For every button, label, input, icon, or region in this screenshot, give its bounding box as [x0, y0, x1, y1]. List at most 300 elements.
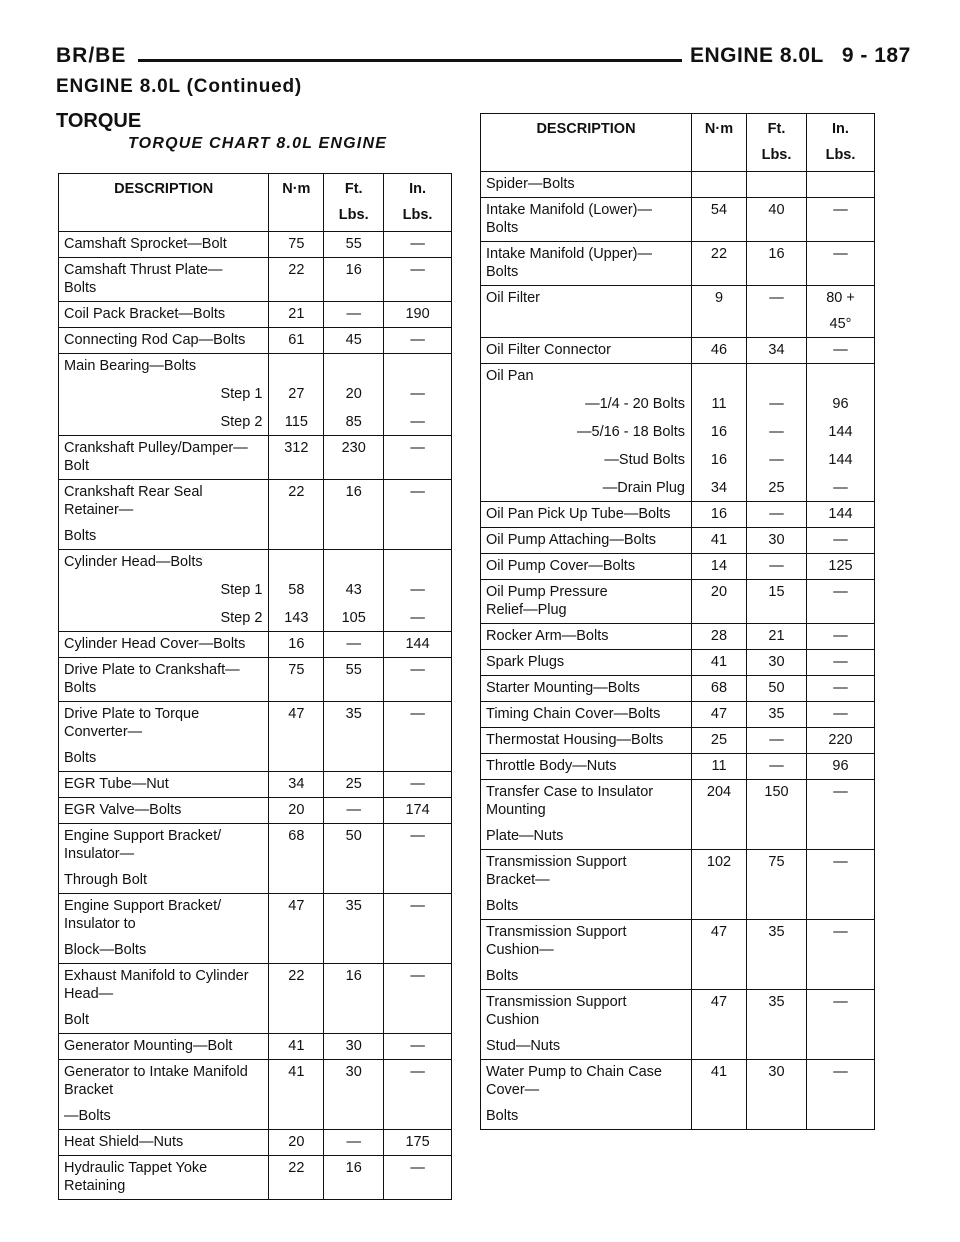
nm-value: 11: [692, 389, 747, 417]
description-text: Bracket: [64, 1082, 114, 1098]
description-cell: [59, 1130, 269, 1156]
ft-lbs-value: —: [324, 1130, 384, 1156]
nm-value: [269, 550, 324, 576]
description-cell: [59, 1034, 269, 1060]
description-cell: [481, 172, 692, 198]
in-lbs-value: [807, 364, 875, 390]
description-text: Bolts: [486, 968, 519, 984]
description-text: Intake Manifold (Lower)—: [486, 202, 653, 218]
description-cell: [59, 603, 269, 632]
ft-lbs-value: —: [747, 728, 807, 754]
nm-value: 143: [269, 603, 324, 632]
description-cell: [59, 302, 269, 328]
torque-table-left-body: [59, 232, 452, 1200]
table-row: [481, 528, 875, 554]
table-row: [481, 242, 875, 286]
nm-value: 34: [692, 473, 747, 502]
col-ft-lbs: Ft. Lbs.: [747, 114, 807, 172]
description-cell: [59, 328, 269, 354]
nm-value: 68: [692, 676, 747, 702]
ft-lbs-value: 21: [747, 624, 807, 650]
description-text: Through Bolt: [64, 872, 148, 888]
description-text: Oil Filter: [486, 290, 540, 306]
description-text: Starter Mounting—Bolts: [486, 680, 640, 696]
description-text: Main Bearing—Bolts: [64, 358, 197, 374]
description-cell: [481, 850, 692, 920]
ft-lbs-value: 35: [324, 894, 384, 964]
ft-lbs-value: —: [747, 554, 807, 580]
ft-lbs-value: 50: [747, 676, 807, 702]
table-row: [481, 850, 875, 920]
table-row: [59, 603, 452, 632]
nm-value: 22: [269, 964, 324, 1034]
nm-value: 22: [269, 480, 324, 550]
in-lbs-value: —: [807, 528, 875, 554]
in-lbs-value: —: [384, 258, 452, 302]
ft-lbs-value: 16: [324, 258, 384, 302]
table-row: [481, 473, 875, 502]
description-text: Bolts: [486, 264, 519, 280]
description-cell: [59, 550, 269, 576]
in-lbs-value: [384, 550, 452, 576]
table-row: [59, 1156, 452, 1200]
in-lbs-value: 96: [807, 389, 875, 417]
torque-table-right-body: [481, 172, 875, 1130]
description-text: Cover—: [486, 1082, 540, 1098]
description-text: Throttle Body—Nuts: [486, 758, 617, 774]
description-text: Rocker Arm—Bolts: [486, 628, 609, 644]
in-lbs-value: —: [384, 379, 452, 407]
table-row: [59, 379, 452, 407]
description-cell: [59, 824, 269, 894]
table-row: [59, 658, 452, 702]
ft-lbs-value: 30: [324, 1060, 384, 1130]
description-text: Cushion: [486, 1012, 540, 1028]
description-text: Oil Pump Pressure: [486, 584, 608, 600]
description-text: Stud—Nuts: [486, 1038, 561, 1054]
in-lbs-value: —: [807, 676, 875, 702]
description-text: Generator to Intake Manifold: [64, 1064, 248, 1080]
ft-lbs-value: 20: [324, 379, 384, 407]
nm-value: 34: [269, 772, 324, 798]
ft-lbs-value: —: [324, 798, 384, 824]
table-row: [59, 824, 452, 894]
description-text: Connecting Rod Cap—Bolts: [64, 332, 246, 348]
description-text: Insulator to: [64, 916, 136, 932]
in-lbs-value: 220: [807, 728, 875, 754]
description-text: EGR Tube—Nut: [64, 776, 169, 792]
ft-lbs-value: 16: [324, 964, 384, 1034]
nm-value: 41: [269, 1034, 324, 1060]
ft-lbs-value: 45: [324, 328, 384, 354]
table-row: [59, 798, 452, 824]
ft-lbs-value: —: [747, 502, 807, 528]
description-text: Drive Plate to Torque: [64, 706, 200, 722]
col-ft-lbs: Ft. Lbs.: [324, 174, 384, 232]
nm-value: 20: [269, 1130, 324, 1156]
header-rule: [138, 59, 682, 62]
ft-lbs-value: 34: [747, 338, 807, 364]
description-text: Cushion—: [486, 942, 554, 958]
description-cell: [481, 417, 692, 445]
ft-lbs-value: 15: [747, 580, 807, 624]
description-text: Mounting: [486, 802, 546, 818]
description-cell: [59, 964, 269, 1034]
table-header-row: [481, 114, 875, 172]
description-text: —Drain Plug: [602, 480, 685, 496]
in-lbs-value: 144: [807, 445, 875, 473]
nm-value: 16: [692, 417, 747, 445]
table-row: [481, 198, 875, 242]
nm-value: 22: [269, 258, 324, 302]
description-cell: [481, 364, 692, 390]
table-row: [481, 624, 875, 650]
description-cell: [59, 772, 269, 798]
in-lbs-value: —: [384, 824, 452, 894]
description-cell: [481, 338, 692, 364]
nm-value: 27: [269, 379, 324, 407]
description-text: Bolts: [64, 750, 97, 766]
section-heading: TORQUE: [56, 110, 142, 132]
table-header-row: [59, 174, 452, 232]
nm-value: 16: [269, 632, 324, 658]
description-cell: [481, 650, 692, 676]
description-cell: [481, 1060, 692, 1130]
description-text: Coil Pack Bracket—Bolts: [64, 306, 226, 322]
table-row: [481, 754, 875, 780]
col-description: DESCRIPTION: [59, 174, 269, 232]
in-lbs-value: —: [807, 920, 875, 990]
description-text: Transmission Support: [486, 924, 627, 940]
description-text: Engine Support Bracket/: [64, 898, 222, 914]
col-in-lbs: In. Lbs.: [384, 174, 452, 232]
description-cell: [59, 1060, 269, 1130]
table-row: [59, 480, 452, 550]
header-section-code: BR/BE: [56, 44, 127, 67]
description-text: Bolts: [64, 528, 97, 544]
ft-lbs-value: 55: [324, 232, 384, 258]
in-lbs-value: —: [384, 575, 452, 603]
nm-value: 11: [692, 754, 747, 780]
in-lbs-value: —: [807, 850, 875, 920]
in-lbs-value: —: [807, 624, 875, 650]
nm-value: 9: [692, 286, 747, 338]
in-lbs-value: —: [807, 473, 875, 502]
description-text: Bolts: [64, 280, 97, 296]
description-cell: [481, 780, 692, 850]
description-cell: [481, 528, 692, 554]
table-row: [59, 258, 452, 302]
description-text: Crankshaft Rear Seal: [64, 484, 203, 500]
nm-value: 47: [692, 702, 747, 728]
nm-value: 41: [269, 1060, 324, 1130]
description-text: Bolt: [64, 458, 89, 474]
description-cell: [481, 198, 692, 242]
nm-value: 75: [269, 658, 324, 702]
header-right: [690, 44, 911, 68]
nm-value: 115: [269, 407, 324, 436]
ft-lbs-value: —: [747, 754, 807, 780]
ft-lbs-value: 105: [324, 603, 384, 632]
description-text: Cylinder Head—Bolts: [64, 554, 203, 570]
description-cell: [59, 798, 269, 824]
in-lbs-value: —: [384, 603, 452, 632]
table-row: [59, 772, 452, 798]
table-row: [59, 632, 452, 658]
in-lbs-value: —: [807, 650, 875, 676]
description-cell: [481, 554, 692, 580]
description-text: Insulator—: [64, 846, 135, 862]
description-cell: [481, 473, 692, 502]
ft-lbs-value: —: [747, 389, 807, 417]
in-lbs-value: —: [807, 990, 875, 1060]
ft-lbs-value: 40: [747, 198, 807, 242]
table-row: [481, 650, 875, 676]
table-row: [59, 232, 452, 258]
description-text: Bolts: [64, 680, 97, 696]
ft-lbs-value: 25: [747, 473, 807, 502]
ft-lbs-value: 35: [747, 702, 807, 728]
description-cell: [481, 502, 692, 528]
in-lbs-value: —: [807, 1060, 875, 1130]
table-row: [481, 920, 875, 990]
in-lbs-value: —: [384, 1034, 452, 1060]
torque-table-left: [58, 173, 452, 1200]
description-text: Bolts: [486, 1108, 519, 1124]
description-text: Bolts: [486, 220, 519, 236]
description-text: Camshaft Thrust Plate—: [64, 262, 223, 278]
in-lbs-value: —: [807, 338, 875, 364]
ft-lbs-value: 16: [747, 242, 807, 286]
description-cell: [481, 580, 692, 624]
description-cell: [59, 702, 269, 772]
description-cell: [481, 242, 692, 286]
table-row: [481, 172, 875, 198]
table-row: [59, 1060, 452, 1130]
table-row: [481, 780, 875, 850]
nm-value: 20: [692, 580, 747, 624]
nm-value: 47: [692, 990, 747, 1060]
description-text: Camshaft Sprocket—Bolt: [64, 236, 227, 252]
nm-value: 41: [692, 650, 747, 676]
description-cell: [481, 389, 692, 417]
nm-value: 204: [692, 780, 747, 850]
table-row: [59, 328, 452, 354]
col-nm: N·m: [269, 174, 324, 232]
ft-lbs-value: —: [324, 302, 384, 328]
table-row: [481, 338, 875, 364]
in-lbs-value: 144: [384, 632, 452, 658]
description-text: Exhaust Manifold to Cylinder: [64, 968, 249, 984]
ft-lbs-value: 55: [324, 658, 384, 702]
in-lbs-value: 175: [384, 1130, 452, 1156]
ft-lbs-value: [747, 364, 807, 390]
ft-lbs-value: —: [747, 417, 807, 445]
in-lbs-value: —: [384, 702, 452, 772]
chart-title: TORQUE CHART 8.0L ENGINE: [128, 135, 388, 152]
table-row: [59, 1130, 452, 1156]
ft-lbs-value: —: [747, 445, 807, 473]
description-text: Converter—: [64, 724, 143, 740]
description-text: Step 1: [220, 386, 263, 402]
nm-value: 25: [692, 728, 747, 754]
nm-value: 28: [692, 624, 747, 650]
ft-lbs-value: 30: [747, 1060, 807, 1130]
description-cell: [59, 354, 269, 380]
in-lbs-value: —: [384, 894, 452, 964]
nm-value: 47: [692, 920, 747, 990]
nm-value: [692, 172, 747, 198]
ft-lbs-value: 75: [747, 850, 807, 920]
description-text: Spider—Bolts: [486, 176, 575, 192]
nm-value: [269, 354, 324, 380]
description-text: Oil Pan: [486, 368, 534, 384]
table-row: [481, 554, 875, 580]
ft-lbs-value: [324, 550, 384, 576]
in-lbs-value: —: [384, 232, 452, 258]
description-cell: [59, 379, 269, 407]
description-text: Oil Pump Attaching—Bolts: [486, 532, 657, 548]
ft-lbs-value: —: [747, 286, 807, 338]
in-lbs-value: —: [384, 772, 452, 798]
ft-lbs-value: 30: [747, 650, 807, 676]
description-text: Bracket—: [486, 872, 550, 888]
description-cell: [59, 575, 269, 603]
description-cell: [481, 445, 692, 473]
description-cell: [59, 407, 269, 436]
ft-lbs-value: 16: [324, 480, 384, 550]
ft-lbs-value: [324, 354, 384, 380]
table-row: [481, 417, 875, 445]
in-lbs-value: 144: [807, 502, 875, 528]
in-lbs-value: [384, 354, 452, 380]
description-cell: [481, 920, 692, 990]
in-lbs-value: —: [384, 407, 452, 436]
in-lbs-value: —: [384, 964, 452, 1034]
in-lbs-value: 96: [807, 754, 875, 780]
ft-lbs-value: 25: [324, 772, 384, 798]
description-text: Generator Mounting—Bolt: [64, 1038, 233, 1054]
nm-value: 47: [269, 702, 324, 772]
col-nm: N·m: [692, 114, 747, 172]
description-text: Step 2: [220, 610, 263, 626]
description-text: Transmission Support: [486, 994, 627, 1010]
description-text: Engine Support Bracket/: [64, 828, 222, 844]
description-cell: [481, 286, 692, 338]
description-cell: [59, 480, 269, 550]
description-cell: [481, 754, 692, 780]
table-row: [59, 575, 452, 603]
description-text: —Stud Bolts: [604, 452, 685, 468]
nm-value: 22: [269, 1156, 324, 1200]
nm-value: 102: [692, 850, 747, 920]
in-lbs-value: —: [384, 328, 452, 354]
table-row: [59, 702, 452, 772]
description-cell: [481, 728, 692, 754]
table-row: [481, 580, 875, 624]
nm-value: 68: [269, 824, 324, 894]
table-row: [481, 1060, 875, 1130]
table-row: [481, 502, 875, 528]
in-lbs-value: —: [807, 780, 875, 850]
description-text: Water Pump to Chain Case: [486, 1064, 662, 1080]
nm-value: 20: [269, 798, 324, 824]
ft-lbs-value: 35: [324, 702, 384, 772]
description-text: Bolts: [486, 898, 519, 914]
ft-lbs-value: 50: [324, 824, 384, 894]
description-text: Retaining: [64, 1178, 126, 1194]
in-lbs-value-line2: 45°: [829, 316, 852, 332]
description-text: Oil Pump Cover—Bolts: [486, 558, 636, 574]
nm-value: [692, 364, 747, 390]
table-row: [481, 389, 875, 417]
description-cell: [59, 894, 269, 964]
continued-heading: ENGINE 8.0L (Continued): [56, 76, 303, 97]
description-cell: [59, 632, 269, 658]
nm-value: 46: [692, 338, 747, 364]
ft-lbs-value: 85: [324, 407, 384, 436]
nm-value: 14: [692, 554, 747, 580]
table-row: [481, 445, 875, 473]
description-text: Spark Plugs: [486, 654, 565, 670]
description-text: Block—Bolts: [64, 942, 147, 958]
table-row: [59, 964, 452, 1034]
description-text: Plate—Nuts: [486, 828, 564, 844]
in-lbs-value: —: [807, 702, 875, 728]
ft-lbs-value: 230: [324, 436, 384, 480]
ft-lbs-value: —: [324, 632, 384, 658]
description-text: EGR Valve—Bolts: [64, 802, 182, 818]
in-lbs-value: 125: [807, 554, 875, 580]
ft-lbs-value: 30: [747, 528, 807, 554]
description-cell: [59, 436, 269, 480]
nm-value: 47: [269, 894, 324, 964]
description-text: Oil Filter Connector: [486, 342, 611, 358]
header-section-title: ENGINE 8.0L: [690, 44, 824, 67]
nm-value: 22: [692, 242, 747, 286]
in-lbs-value: —: [807, 242, 875, 286]
description-text: Thermostat Housing—Bolts: [486, 732, 664, 748]
description-text: Crankshaft Pulley/Damper—: [64, 440, 248, 456]
description-text: Drive Plate to Crankshaft—: [64, 662, 240, 678]
table-row: [481, 702, 875, 728]
description-text: Retainer—: [64, 502, 134, 518]
description-cell: [481, 702, 692, 728]
table-row: [59, 894, 452, 964]
nm-value: 61: [269, 328, 324, 354]
in-lbs-value: —: [384, 658, 452, 702]
description-cell: [59, 1156, 269, 1200]
table-group-row: [59, 354, 452, 380]
in-lbs-value: —: [384, 480, 452, 550]
description-text: —Bolts: [64, 1108, 111, 1124]
table-row: [481, 676, 875, 702]
in-lbs-value: 80 + 45°: [807, 286, 875, 338]
description-text: Transmission Support: [486, 854, 627, 870]
nm-value: 41: [692, 1060, 747, 1130]
description-text: Oil Pan Pick Up Tube—Bolts: [486, 506, 671, 522]
table-row: [481, 990, 875, 1060]
table-row: [481, 728, 875, 754]
table-group-row: [59, 550, 452, 576]
description-text: Relief—Plug: [486, 602, 567, 618]
description-cell: [59, 232, 269, 258]
in-lbs-value: [807, 172, 875, 198]
ft-lbs-value: 43: [324, 575, 384, 603]
ft-lbs-value: 35: [747, 990, 807, 1060]
torque-table-right: [480, 113, 875, 1130]
nm-value: 16: [692, 502, 747, 528]
